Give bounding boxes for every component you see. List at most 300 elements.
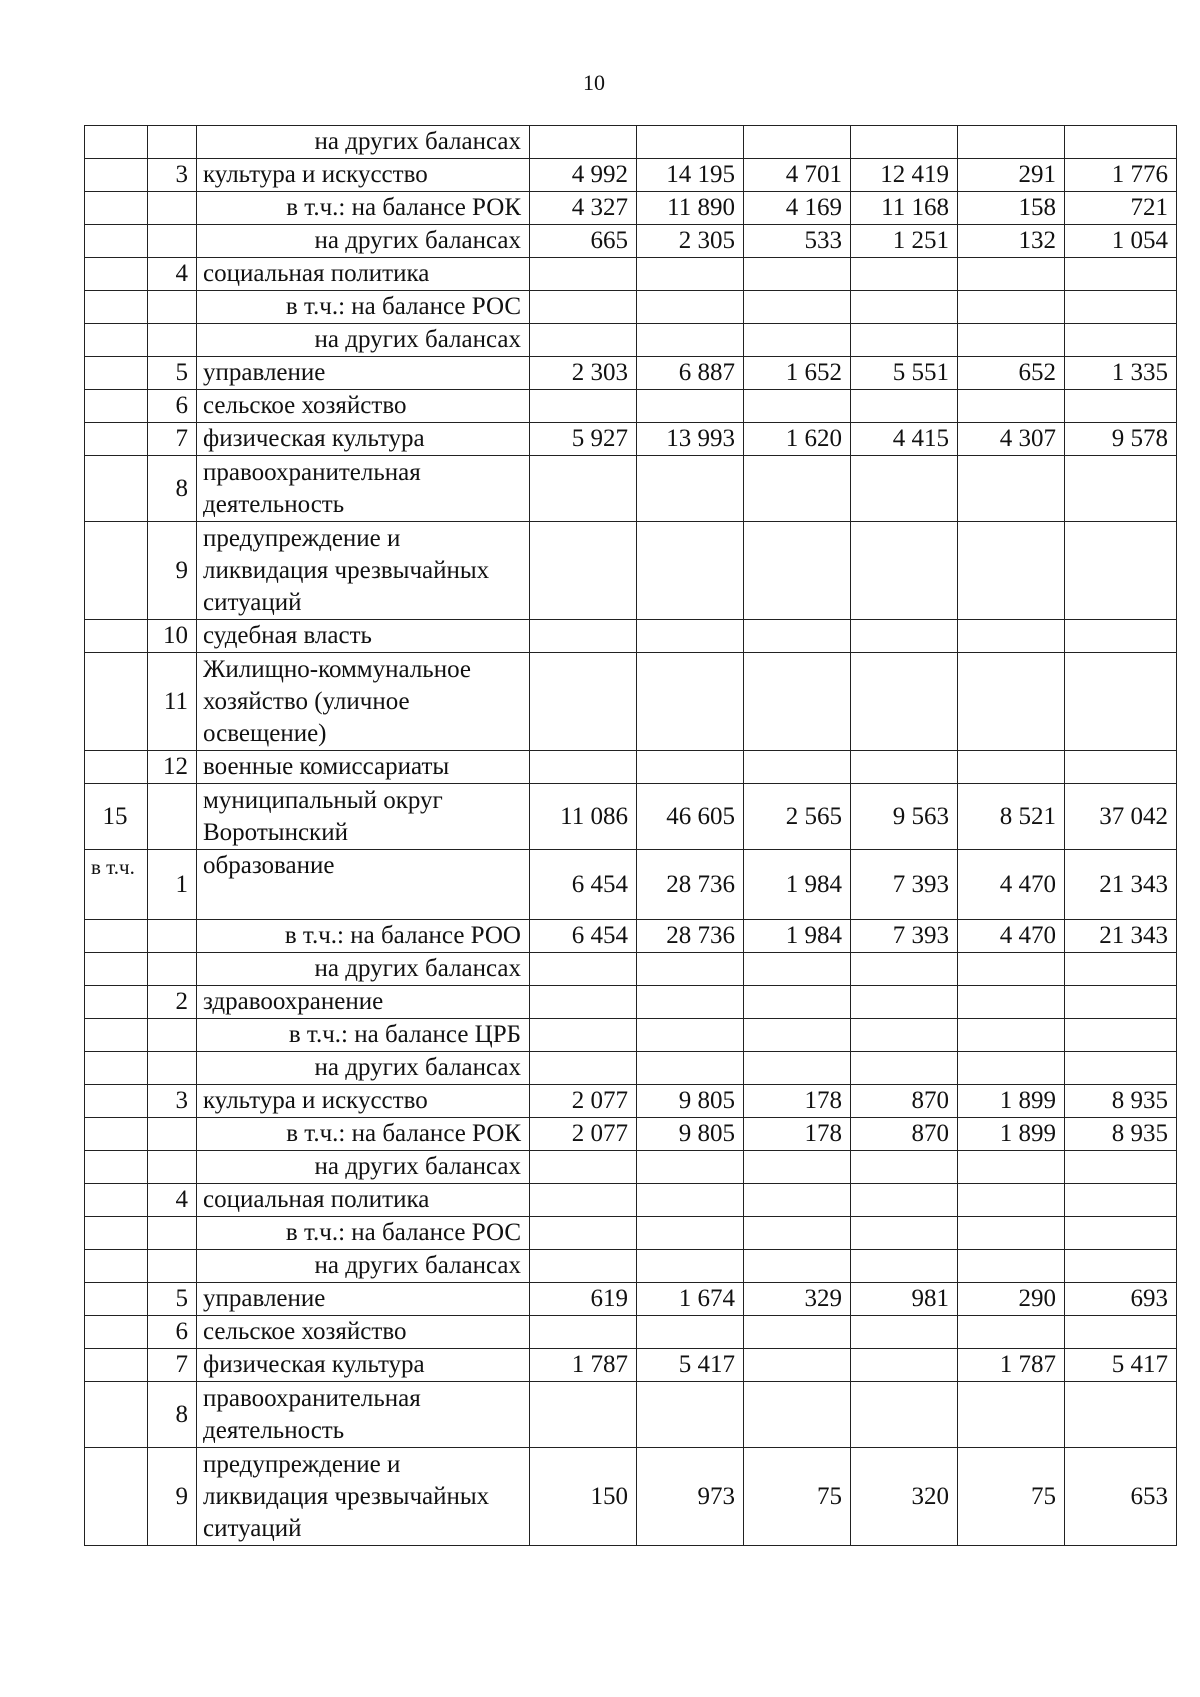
- value-cell: 178: [744, 1118, 851, 1151]
- value-cell: 6 454: [530, 850, 637, 920]
- value-cell: [958, 1019, 1065, 1052]
- value-cell: [851, 653, 958, 751]
- value-cell: 291: [958, 159, 1065, 192]
- item-number-cell: [148, 1019, 197, 1052]
- value-cell: 75: [744, 1448, 851, 1546]
- item-number-cell: [148, 1052, 197, 1085]
- value-cell: 4 470: [958, 920, 1065, 953]
- row-number-cell: [85, 1052, 148, 1085]
- value-cell: [744, 456, 851, 522]
- value-cell: [637, 522, 744, 620]
- value-cell: [1065, 456, 1177, 522]
- value-cell: [958, 291, 1065, 324]
- value-cell: [637, 986, 744, 1019]
- table-row: [85, 291, 1177, 324]
- value-cell: [958, 390, 1065, 423]
- row-number-cell: [85, 357, 148, 390]
- value-cell: 28 736: [637, 850, 744, 920]
- value-cell: 1 054: [1065, 225, 1177, 258]
- item-number-cell: 5: [148, 357, 197, 390]
- value-cell: [1065, 653, 1177, 751]
- value-cell: 329: [744, 1283, 851, 1316]
- value-cell: [637, 1151, 744, 1184]
- value-cell: 8 521: [958, 784, 1065, 850]
- value-cell: [851, 620, 958, 653]
- table-row: [85, 920, 1177, 953]
- item-number-cell: 4: [148, 1184, 197, 1217]
- value-cell: 2 305: [637, 225, 744, 258]
- value-cell: [530, 1316, 637, 1349]
- row-number-cell: [85, 159, 148, 192]
- value-cell: [744, 1052, 851, 1085]
- item-name-cell: правоохранительная деятельность: [197, 1382, 530, 1448]
- value-cell: [958, 653, 1065, 751]
- table-row: [85, 1184, 1177, 1217]
- table-row: [85, 1151, 1177, 1184]
- value-cell: [637, 653, 744, 751]
- value-cell: [958, 324, 1065, 357]
- value-cell: [744, 620, 851, 653]
- table-row: [85, 850, 1177, 920]
- value-cell: 11 890: [637, 192, 744, 225]
- value-cell: [851, 1184, 958, 1217]
- value-cell: [530, 456, 637, 522]
- row-number-cell: [85, 423, 148, 456]
- value-cell: [744, 986, 851, 1019]
- value-cell: [637, 1019, 744, 1052]
- value-cell: 46 605: [637, 784, 744, 850]
- row-number-cell: [85, 291, 148, 324]
- row-number-cell: [85, 1085, 148, 1118]
- value-cell: [637, 1184, 744, 1217]
- table-row: [85, 324, 1177, 357]
- value-cell: [851, 1250, 958, 1283]
- row-number-cell: [85, 522, 148, 620]
- item-name-cell: военные комиссариаты: [197, 751, 530, 784]
- item-number-cell: 6: [148, 1316, 197, 1349]
- table-row: [85, 423, 1177, 456]
- value-cell: 4 470: [958, 850, 1065, 920]
- value-cell: [958, 620, 1065, 653]
- value-cell: [851, 1217, 958, 1250]
- value-cell: 652: [958, 357, 1065, 390]
- table-row: [85, 456, 1177, 522]
- value-cell: [1065, 291, 1177, 324]
- value-cell: 28 736: [637, 920, 744, 953]
- row-number-cell: в т.ч.: [85, 850, 148, 920]
- item-name-cell: на других балансах: [197, 1151, 530, 1184]
- table-body: [85, 126, 1177, 1546]
- item-name-cell: муниципальный округ Воротынский: [197, 784, 530, 850]
- value-cell: [851, 1052, 958, 1085]
- item-number-cell: [148, 225, 197, 258]
- value-cell: 665: [530, 225, 637, 258]
- item-number-cell: [148, 784, 197, 850]
- table-row: [85, 1448, 1177, 1546]
- value-cell: 75: [958, 1448, 1065, 1546]
- value-cell: 1 899: [958, 1118, 1065, 1151]
- value-cell: [851, 1349, 958, 1382]
- table-row: [85, 1019, 1177, 1052]
- value-cell: [530, 1382, 637, 1448]
- row-number-cell: [85, 1217, 148, 1250]
- row-number-cell: [85, 1382, 148, 1448]
- item-name-cell: культура и искусство: [197, 1085, 530, 1118]
- row-number-cell: 15: [85, 784, 148, 850]
- value-cell: [958, 751, 1065, 784]
- item-number-cell: 2: [148, 986, 197, 1019]
- item-number-cell: 3: [148, 1085, 197, 1118]
- value-cell: [851, 291, 958, 324]
- value-cell: 11 086: [530, 784, 637, 850]
- row-number-cell: [85, 1184, 148, 1217]
- row-number-cell: [85, 986, 148, 1019]
- value-cell: [958, 986, 1065, 1019]
- value-cell: 11 168: [851, 192, 958, 225]
- value-cell: 320: [851, 1448, 958, 1546]
- value-cell: 2 565: [744, 784, 851, 850]
- table-row: [85, 1217, 1177, 1250]
- row-number-cell: [85, 620, 148, 653]
- item-name-cell: на других балансах: [197, 1250, 530, 1283]
- table-row: [85, 953, 1177, 986]
- row-number-cell: [85, 1448, 148, 1546]
- value-cell: [1065, 1151, 1177, 1184]
- item-name-cell: на других балансах: [197, 324, 530, 357]
- value-cell: [637, 620, 744, 653]
- value-cell: [1065, 324, 1177, 357]
- item-name-cell: в т.ч.: на балансе РОК: [197, 192, 530, 225]
- value-cell: 1 251: [851, 225, 958, 258]
- item-name-cell: управление: [197, 357, 530, 390]
- value-cell: 158: [958, 192, 1065, 225]
- item-name-cell: в т.ч.: на балансе ЦРБ: [197, 1019, 530, 1052]
- value-cell: [958, 1151, 1065, 1184]
- value-cell: [637, 390, 744, 423]
- value-cell: [744, 522, 851, 620]
- value-cell: 37 042: [1065, 784, 1177, 850]
- value-cell: 1 787: [958, 1349, 1065, 1382]
- value-cell: [530, 1184, 637, 1217]
- value-cell: [637, 751, 744, 784]
- table-row: [85, 1316, 1177, 1349]
- item-name-cell: Жилищно-коммунальное хозяйство (уличное освещение): [197, 653, 530, 751]
- row-number-cell: [85, 953, 148, 986]
- value-cell: [958, 456, 1065, 522]
- value-cell: [637, 1217, 744, 1250]
- value-cell: 8 935: [1065, 1085, 1177, 1118]
- value-cell: [744, 1250, 851, 1283]
- value-cell: 721: [1065, 192, 1177, 225]
- table-row: [85, 258, 1177, 291]
- table-row: [85, 1052, 1177, 1085]
- value-cell: 7 393: [851, 850, 958, 920]
- value-cell: [851, 953, 958, 986]
- value-cell: [530, 126, 637, 159]
- value-cell: [637, 1316, 744, 1349]
- item-number-cell: 11: [148, 653, 197, 751]
- value-cell: [530, 324, 637, 357]
- value-cell: 4 169: [744, 192, 851, 225]
- value-cell: 1 620: [744, 423, 851, 456]
- row-number-cell: [85, 192, 148, 225]
- value-cell: 4 701: [744, 159, 851, 192]
- value-cell: 4 327: [530, 192, 637, 225]
- item-number-cell: [148, 920, 197, 953]
- value-cell: 1 335: [1065, 357, 1177, 390]
- value-cell: [637, 291, 744, 324]
- value-cell: [637, 1052, 744, 1085]
- table-row: [85, 357, 1177, 390]
- value-cell: 21 343: [1065, 920, 1177, 953]
- item-name-cell: на других балансах: [197, 1052, 530, 1085]
- item-number-cell: 9: [148, 1448, 197, 1546]
- value-cell: [530, 1250, 637, 1283]
- item-name-cell: сельское хозяйство: [197, 1316, 530, 1349]
- value-cell: 1 776: [1065, 159, 1177, 192]
- value-cell: 150: [530, 1448, 637, 1546]
- value-cell: 653: [1065, 1448, 1177, 1546]
- row-number-cell: [85, 126, 148, 159]
- row-number-cell: [85, 225, 148, 258]
- item-number-cell: [148, 1250, 197, 1283]
- value-cell: [851, 522, 958, 620]
- value-cell: 1 984: [744, 850, 851, 920]
- item-name-cell: социальная политика: [197, 258, 530, 291]
- table-row: [85, 1250, 1177, 1283]
- table-row: [85, 522, 1177, 620]
- value-cell: [744, 324, 851, 357]
- item-name-cell: физическая культура: [197, 1349, 530, 1382]
- value-cell: 6 887: [637, 357, 744, 390]
- table-row: [85, 751, 1177, 784]
- value-cell: [530, 1052, 637, 1085]
- table-row: [85, 159, 1177, 192]
- value-cell: [744, 751, 851, 784]
- item-number-cell: 7: [148, 423, 197, 456]
- value-cell: [744, 258, 851, 291]
- row-number-cell: [85, 1316, 148, 1349]
- value-cell: [958, 953, 1065, 986]
- value-cell: [637, 258, 744, 291]
- value-cell: 5 417: [637, 1349, 744, 1382]
- item-name-cell: на других балансах: [197, 225, 530, 258]
- row-number-cell: [85, 324, 148, 357]
- value-cell: 13 993: [637, 423, 744, 456]
- value-cell: [744, 953, 851, 986]
- table-row: [85, 225, 1177, 258]
- value-cell: [744, 1316, 851, 1349]
- budget-table: [84, 125, 1177, 1546]
- value-cell: [744, 126, 851, 159]
- value-cell: [958, 1382, 1065, 1448]
- value-cell: [1065, 1019, 1177, 1052]
- value-cell: [530, 1151, 637, 1184]
- value-cell: 619: [530, 1283, 637, 1316]
- value-cell: [1065, 1184, 1177, 1217]
- value-cell: [958, 126, 1065, 159]
- row-number-cell: [85, 751, 148, 784]
- value-cell: 973: [637, 1448, 744, 1546]
- row-number-cell: [85, 653, 148, 751]
- value-cell: 9 578: [1065, 423, 1177, 456]
- item-name-cell: в т.ч.: на балансе РОО: [197, 920, 530, 953]
- value-cell: [1065, 522, 1177, 620]
- value-cell: [958, 1052, 1065, 1085]
- page-number: 10: [583, 70, 605, 95]
- table-row: [85, 192, 1177, 225]
- value-cell: 533: [744, 225, 851, 258]
- value-cell: [530, 986, 637, 1019]
- value-cell: 14 195: [637, 159, 744, 192]
- value-cell: [744, 291, 851, 324]
- value-cell: [744, 1349, 851, 1382]
- item-name-cell: социальная политика: [197, 1184, 530, 1217]
- value-cell: [1065, 1316, 1177, 1349]
- item-number-cell: [148, 1217, 197, 1250]
- table-row: [85, 126, 1177, 159]
- value-cell: 693: [1065, 1283, 1177, 1316]
- value-cell: 870: [851, 1085, 958, 1118]
- value-cell: [744, 1217, 851, 1250]
- value-cell: 2 077: [530, 1118, 637, 1151]
- value-cell: [1065, 1250, 1177, 1283]
- value-cell: 9 805: [637, 1118, 744, 1151]
- row-number-cell: [85, 1019, 148, 1052]
- value-cell: 2 077: [530, 1085, 637, 1118]
- item-number-cell: 10: [148, 620, 197, 653]
- value-cell: [1065, 1217, 1177, 1250]
- item-name-cell: здравоохранение: [197, 986, 530, 1019]
- value-cell: [958, 258, 1065, 291]
- value-cell: 4 992: [530, 159, 637, 192]
- table-row: [85, 1349, 1177, 1382]
- value-cell: 8 935: [1065, 1118, 1177, 1151]
- value-cell: 21 343: [1065, 850, 1177, 920]
- value-cell: [637, 953, 744, 986]
- value-cell: 1 984: [744, 920, 851, 953]
- table-row: [85, 784, 1177, 850]
- value-cell: [851, 456, 958, 522]
- value-cell: [851, 258, 958, 291]
- value-cell: [851, 126, 958, 159]
- value-cell: [851, 1382, 958, 1448]
- value-cell: [1065, 126, 1177, 159]
- value-cell: 5 551: [851, 357, 958, 390]
- value-cell: [744, 1382, 851, 1448]
- table-row: [85, 1283, 1177, 1316]
- value-cell: 4 415: [851, 423, 958, 456]
- value-cell: [851, 1316, 958, 1349]
- value-cell: 9 805: [637, 1085, 744, 1118]
- value-cell: [1065, 953, 1177, 986]
- value-cell: [744, 1151, 851, 1184]
- row-number-cell: [85, 258, 148, 291]
- value-cell: [958, 522, 1065, 620]
- item-name-cell: управление: [197, 1283, 530, 1316]
- row-number-cell: [85, 1250, 148, 1283]
- item-name-cell: в т.ч.: на балансе РОК: [197, 1118, 530, 1151]
- item-name-cell: предупреждение и ликвидация чрезвычайных ситуаций: [197, 522, 530, 620]
- item-name-cell: образование: [197, 850, 530, 920]
- value-cell: [637, 1382, 744, 1448]
- value-cell: [530, 953, 637, 986]
- value-cell: [530, 653, 637, 751]
- item-name-cell: в т.ч.: на балансе РОС: [197, 1217, 530, 1250]
- item-number-cell: 5: [148, 1283, 197, 1316]
- value-cell: [1065, 751, 1177, 784]
- value-cell: [744, 390, 851, 423]
- item-name-cell: культура и искусство: [197, 159, 530, 192]
- value-cell: [851, 390, 958, 423]
- item-number-cell: [148, 953, 197, 986]
- value-cell: 5 417: [1065, 1349, 1177, 1382]
- row-number-cell: [85, 1283, 148, 1316]
- value-cell: 178: [744, 1085, 851, 1118]
- table-row: [85, 653, 1177, 751]
- table-row: [85, 1085, 1177, 1118]
- value-cell: [851, 1019, 958, 1052]
- value-cell: [958, 1217, 1065, 1250]
- value-cell: [530, 620, 637, 653]
- value-cell: 9 563: [851, 784, 958, 850]
- value-cell: 2 303: [530, 357, 637, 390]
- item-number-cell: [148, 126, 197, 159]
- row-number-cell: [85, 1349, 148, 1382]
- table-row: [85, 986, 1177, 1019]
- value-cell: [851, 1151, 958, 1184]
- table-row: [85, 390, 1177, 423]
- item-number-cell: [148, 291, 197, 324]
- row-number-cell: [85, 1151, 148, 1184]
- item-number-cell: 8: [148, 456, 197, 522]
- value-cell: 12 419: [851, 159, 958, 192]
- item-number-cell: [148, 1118, 197, 1151]
- item-name-cell: на других балансах: [197, 953, 530, 986]
- row-number-cell: [85, 456, 148, 522]
- value-cell: [637, 456, 744, 522]
- value-cell: 1 652: [744, 357, 851, 390]
- value-cell: [530, 1217, 637, 1250]
- value-cell: [1065, 1052, 1177, 1085]
- item-number-cell: 1: [148, 850, 197, 920]
- value-cell: [530, 522, 637, 620]
- value-cell: [958, 1316, 1065, 1349]
- row-number-cell: [85, 390, 148, 423]
- value-cell: [637, 324, 744, 357]
- item-name-cell: предупреждение и ликвидация чрезвычайных ситуаций: [197, 1448, 530, 1546]
- value-cell: [958, 1184, 1065, 1217]
- value-cell: 1 787: [530, 1349, 637, 1382]
- value-cell: [851, 751, 958, 784]
- table-row: [85, 1118, 1177, 1151]
- value-cell: [851, 324, 958, 357]
- value-cell: [851, 986, 958, 1019]
- value-cell: 5 927: [530, 423, 637, 456]
- value-cell: [530, 291, 637, 324]
- table-row: [85, 1382, 1177, 1448]
- item-number-cell: 7: [148, 1349, 197, 1382]
- value-cell: 870: [851, 1118, 958, 1151]
- value-cell: [530, 390, 637, 423]
- value-cell: [637, 1250, 744, 1283]
- value-cell: 7 393: [851, 920, 958, 953]
- value-cell: [1065, 258, 1177, 291]
- item-number-cell: 6: [148, 390, 197, 423]
- value-cell: [530, 1019, 637, 1052]
- item-number-cell: 8: [148, 1382, 197, 1448]
- value-cell: [1065, 620, 1177, 653]
